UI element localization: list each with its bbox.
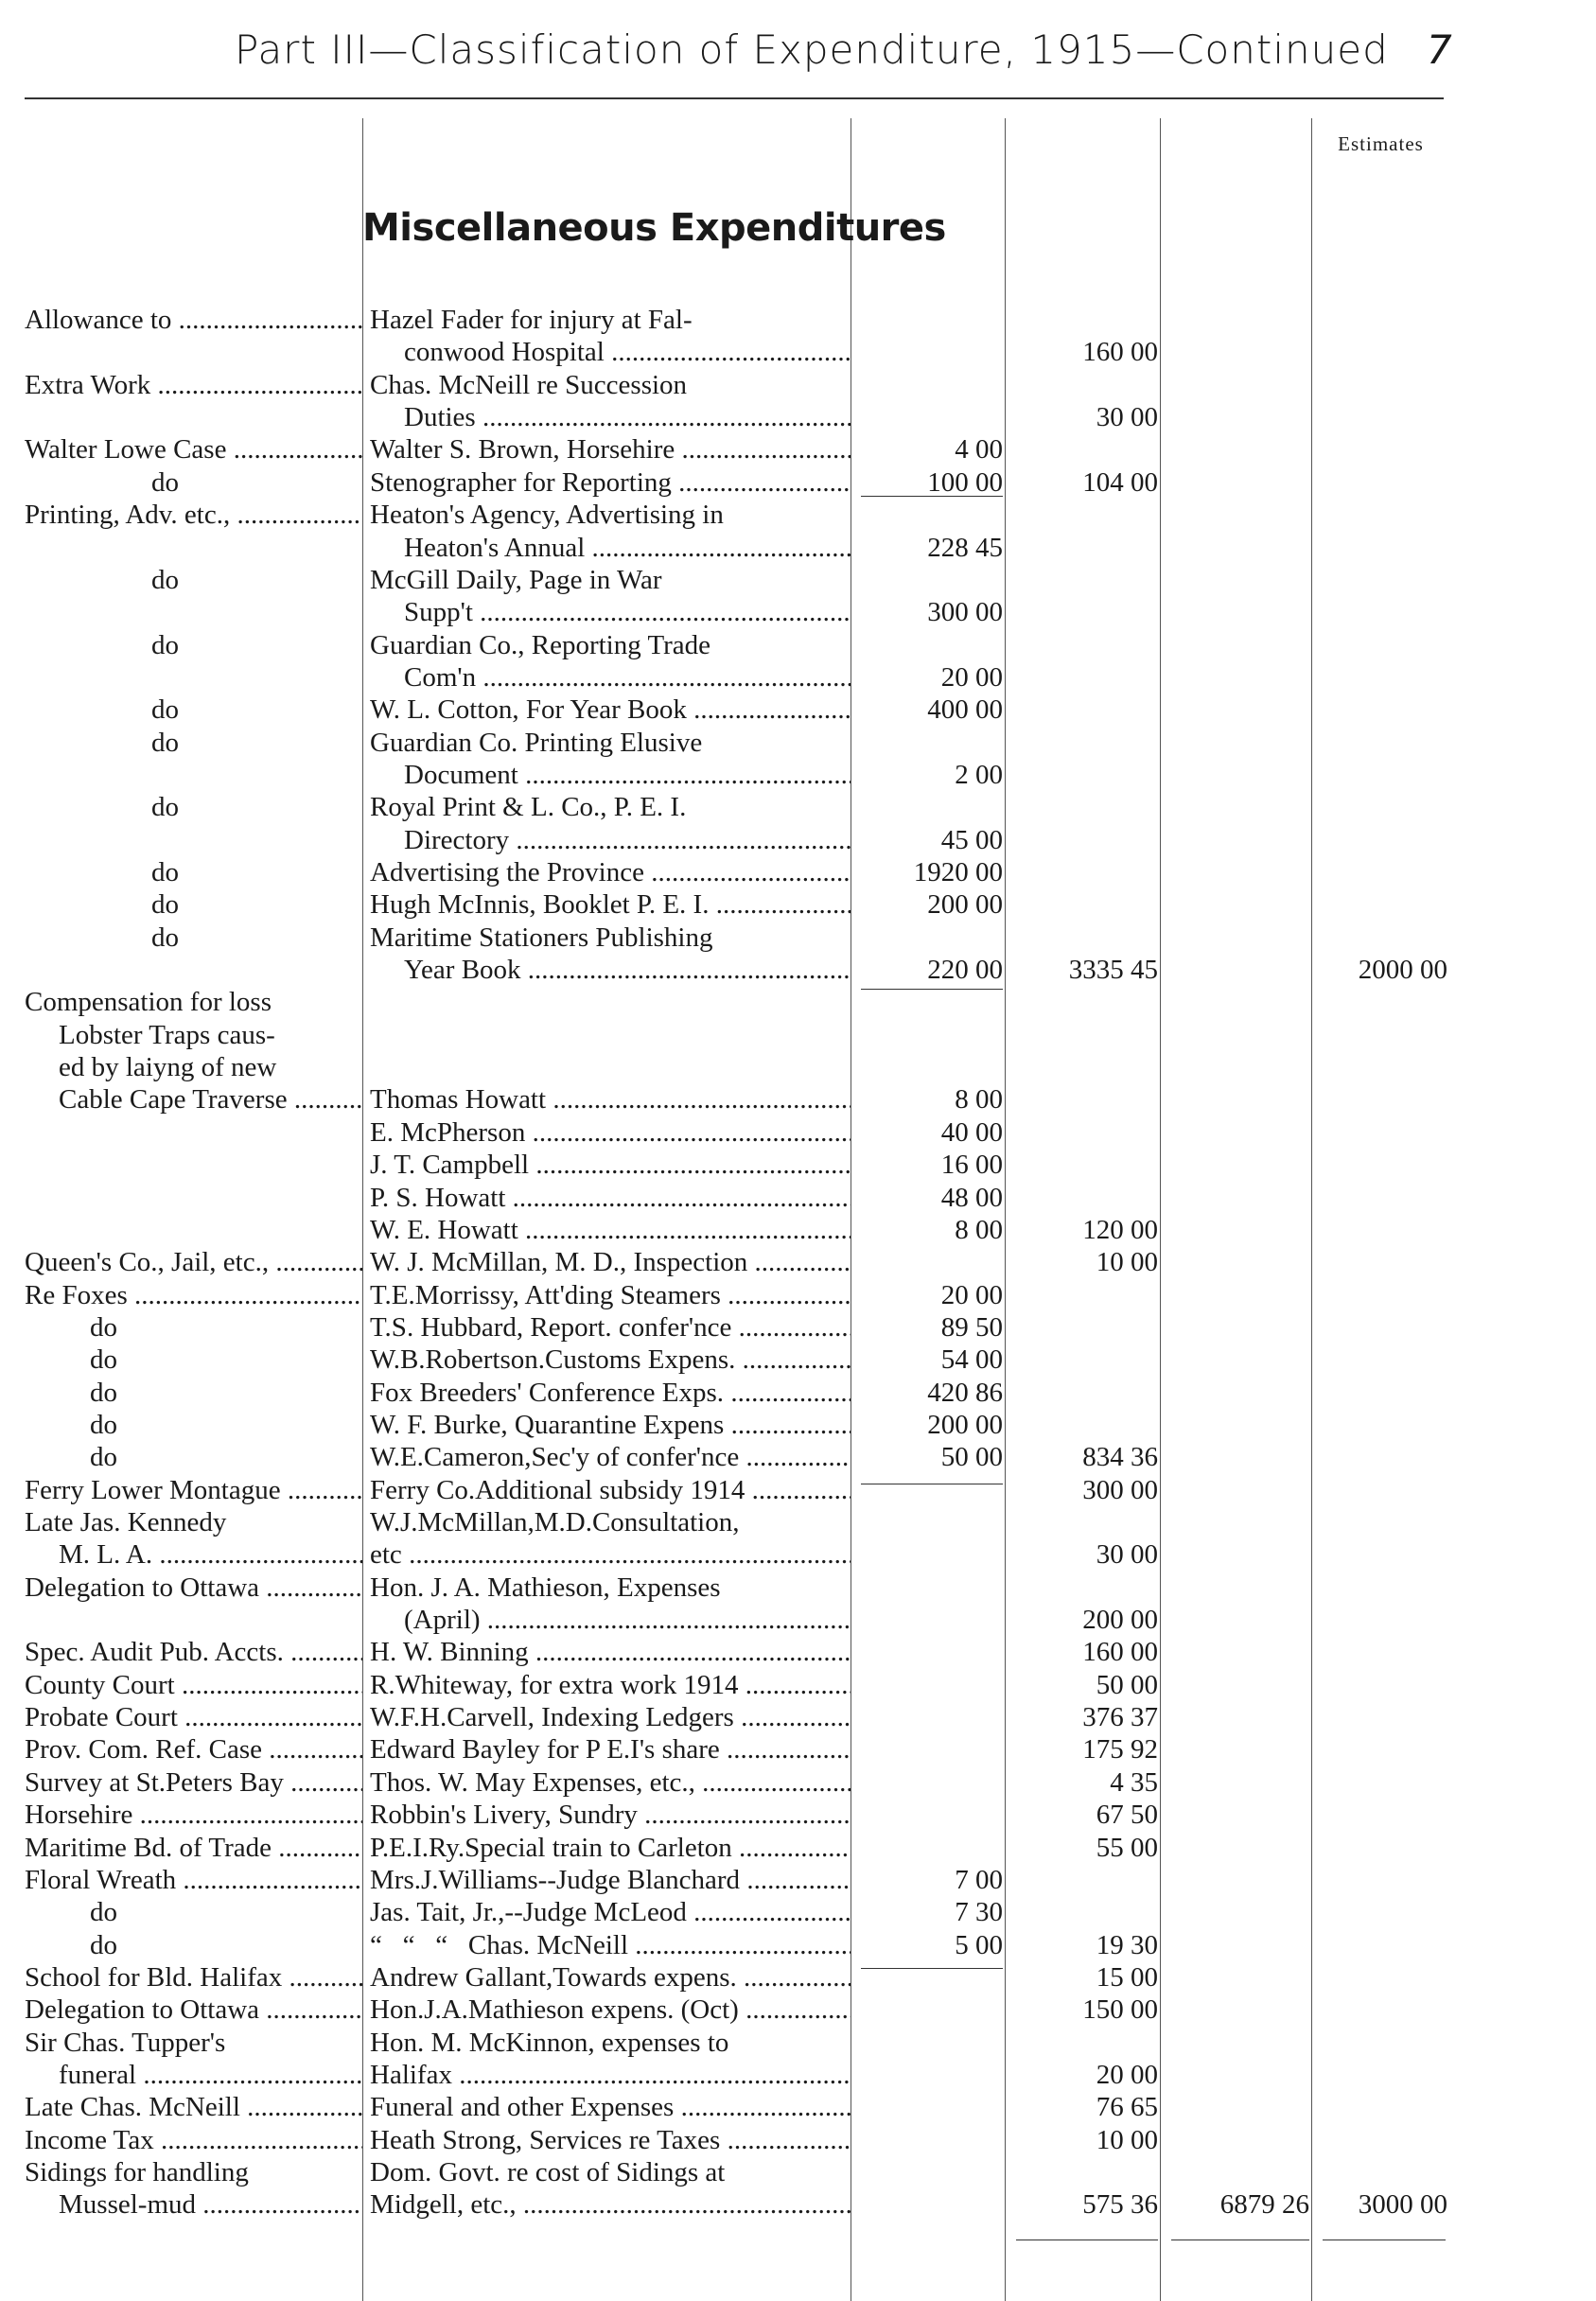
line-description: Directory ..... — [404, 824, 851, 856]
ledger-line — [0, 1669, 1596, 1701]
ledger-line — [0, 1994, 1596, 2026]
line-label: do — [151, 889, 179, 921]
line-description: R.Whiteway, for extra work 1914 ..... — [370, 1669, 851, 1701]
ledger-line — [0, 727, 1596, 759]
line-description: McGill Daily, Page in War — [370, 564, 662, 595]
line-description: Dom. Govt. re cost of Sidings at — [370, 2156, 726, 2187]
ledger-line — [0, 1474, 1596, 1506]
line-description: Thos. W. May Expenses, etc., ..... — [370, 1766, 851, 1799]
item-amount: 20 00 — [940, 661, 1003, 693]
ledger-line — [0, 954, 1596, 986]
line-label: do — [151, 792, 179, 823]
line-description: Guardian Co., Reporting Trade — [370, 629, 711, 660]
item-amount: 228 45 — [927, 532, 1003, 563]
line-description: P.E.I.Ry.Special train to Carleton ..... — [370, 1832, 851, 1864]
ledger-line — [0, 1636, 1596, 1668]
line-description: P. S. Howatt ..... — [370, 1182, 851, 1214]
ledger-line — [0, 1149, 1596, 1181]
line-label: Ferry Lower Montague ..... — [25, 1474, 362, 1506]
subtotal-amount: 4 35 — [1110, 1766, 1158, 1798]
item-amount: 7 00 — [955, 1864, 1003, 1895]
line-label: Printing, Adv. etc., ..... — [25, 499, 362, 531]
line-description: Andrew Gallant,Towards expens. ..... — [370, 1961, 851, 1994]
line-label: Probate Court ..... — [25, 1701, 362, 1733]
ledger-line — [0, 1864, 1596, 1896]
line-label: Prov. Com. Ref. Case ..... — [25, 1733, 362, 1765]
line-description: Hazel Fader for injury at Fal- — [370, 305, 693, 335]
line-description: Hugh McInnis, Booklet P. E. I. ..... — [370, 888, 851, 921]
line-description: etc ..... — [370, 1538, 851, 1571]
line-label: County Court ..... — [25, 1669, 362, 1701]
line-description: Funeral and other Expenses ..... — [370, 2091, 851, 2123]
total-amount: 6879 26 — [1219, 2189, 1309, 2221]
line-label: do — [90, 1409, 117, 1440]
ledger-line — [0, 1929, 1596, 1961]
line-description: Chas. McNeill re Succession — [370, 369, 688, 400]
ledger-line — [0, 1116, 1596, 1149]
line-description: Heaton's Annual ..... — [404, 532, 851, 564]
line-label: Queen's Co., Jail, etc., ..... — [25, 1246, 362, 1278]
subtotal-amount: 160 00 — [1082, 337, 1158, 368]
ledger-line — [0, 596, 1596, 628]
line-description: W. L. Cotton, For Year Book ..... — [370, 694, 851, 726]
ledger-line — [0, 1961, 1596, 1994]
subtotal-amount: 15 00 — [1096, 1961, 1158, 1993]
line-label: do — [151, 727, 179, 758]
line-label: Delegation to Ottawa ..... — [25, 1994, 362, 2026]
item-amount: 20 00 — [940, 1279, 1003, 1310]
item-amount: 5 00 — [955, 1929, 1003, 1960]
line-label: do — [151, 857, 179, 887]
item-amount: 54 00 — [940, 1344, 1003, 1376]
line-description: Hon. J. A. Mathieson, Expenses — [370, 1572, 721, 1603]
line-label: M. L. A. ..... — [59, 1538, 362, 1571]
subtotal-amount: 300 00 — [1082, 1474, 1158, 1505]
ledger-line — [0, 2027, 1596, 2059]
item-amount: 7 30 — [955, 1897, 1003, 1928]
ledger-line — [0, 856, 1596, 888]
line-description: W.J.McMillan,M.D.Consultation, — [370, 1507, 740, 1537]
subtotal-amount: 200 00 — [1082, 1605, 1158, 1635]
line-description: Heath Strong, Services re Taxes ..... — [370, 2124, 851, 2156]
line-description: (April) ..... — [404, 1604, 851, 1636]
line-label: Spec. Audit Pub. Accts. ..... — [25, 1636, 362, 1668]
ledger-line — [0, 1051, 1596, 1083]
line-description: T.E.Morrissy, Att'ding Steamers ..... — [370, 1279, 851, 1311]
line-description: Supp't ..... — [404, 596, 851, 628]
item-amount: 50 00 — [940, 1442, 1003, 1473]
line-description: Hon. M. McKinnon, expenses to — [370, 2027, 729, 2058]
ledger-line — [0, 1441, 1596, 1473]
line-description: J. T. Campbell ..... — [370, 1149, 851, 1181]
line-description: Thomas Howatt ..... — [370, 1083, 851, 1115]
line-label: funeral ..... — [59, 2059, 362, 2091]
item-amount: 16 00 — [940, 1150, 1003, 1181]
ledger-line — [0, 986, 1596, 1018]
subtotal-amount: 160 00 — [1082, 1637, 1158, 1668]
line-label: Sidings for handling — [25, 2156, 249, 2187]
ledger-line — [0, 2059, 1596, 2091]
line-label: do — [90, 1311, 117, 1343]
ledger-line — [0, 1019, 1596, 1051]
header-rule — [25, 97, 1444, 99]
line-label: do — [151, 466, 179, 498]
subtotal-amount: 20 00 — [1096, 2059, 1158, 2090]
ledger-line — [0, 1538, 1596, 1571]
item-amount: 100 00 — [927, 466, 1003, 498]
line-description: Jas. Tait, Jr.,--Judge McLeod ..... — [370, 1896, 851, 1928]
ledger-line — [0, 1083, 1596, 1115]
subtotal-rule — [861, 989, 1003, 990]
ledger-line — [0, 1182, 1596, 1214]
subtotal-amount: 10 00 — [1096, 2124, 1158, 2155]
item-amount: 48 00 — [940, 1182, 1003, 1213]
line-description: Advertising the Province ..... — [370, 856, 851, 888]
line-description: W.F.H.Carvell, Indexing Ledgers ..... — [370, 1701, 851, 1733]
line-label: Late Jas. Kennedy — [25, 1507, 227, 1537]
ledger-line — [0, 694, 1596, 726]
ledger-line — [0, 1311, 1596, 1344]
line-description: Year Book ..... — [404, 954, 851, 986]
ledger-line — [0, 304, 1596, 336]
ledger-line — [0, 532, 1596, 564]
subtotal-amount: 150 00 — [1082, 1994, 1158, 2026]
line-description: W. E. Howatt ..... — [370, 1214, 851, 1246]
ledger-line — [0, 1214, 1596, 1246]
ledger-line — [0, 1832, 1596, 1864]
ledger-line — [0, 2156, 1596, 2188]
item-amount: 89 50 — [940, 1311, 1003, 1343]
ledger-line — [0, 1377, 1596, 1409]
ledger-line — [0, 2124, 1596, 2156]
ledger-line — [0, 629, 1596, 661]
line-description: W.E.Cameron,Sec'y of confer'nce ..... — [370, 1441, 851, 1473]
line-label: Sir Chas. Tupper's — [25, 2027, 226, 2058]
line-description: Guardian Co. Printing Elusive — [370, 727, 703, 758]
line-description: E. McPherson ..... — [370, 1116, 851, 1149]
item-amount: 400 00 — [927, 694, 1003, 726]
line-description: Duties ..... — [404, 401, 851, 433]
line-description: Fox Breeders' Conference Exps. ..... — [370, 1377, 851, 1409]
ledger-line — [0, 1896, 1596, 1928]
ledger-line — [0, 433, 1596, 465]
subtotal-amount: 376 37 — [1082, 1702, 1158, 1732]
line-description: Edward Bayley for P E.I's share ..... — [370, 1733, 851, 1765]
ledger-line — [0, 2091, 1596, 2123]
line-label: School for Bld. Halifax ..... — [25, 1961, 362, 1994]
line-label: do — [90, 1442, 117, 1473]
ledger-line — [0, 401, 1596, 433]
line-label: do — [90, 1897, 117, 1928]
subtotal-amount: 3335 45 — [1068, 955, 1158, 985]
item-amount: 420 86 — [927, 1377, 1003, 1408]
ledger-line — [0, 824, 1596, 856]
line-description: H. W. Binning ..... — [370, 1636, 851, 1668]
subtotal-amount: 10 00 — [1096, 1247, 1158, 1278]
line-description: “ “ “ Chas. McNeill ..... — [370, 1929, 851, 1961]
item-amount: 200 00 — [927, 1409, 1003, 1440]
line-description: Maritime Stationers Publishing — [370, 922, 713, 953]
subtotal-amount: 19 30 — [1096, 1929, 1158, 1960]
line-label: Allowance to ..... — [25, 304, 362, 336]
item-amount: 8 00 — [955, 1084, 1003, 1115]
line-description: Document ..... — [404, 759, 851, 791]
line-label: Late Chas. McNeill ..... — [25, 2091, 362, 2123]
line-label: do — [151, 694, 179, 726]
header-title: Part III—Classification of Expenditure, 1915—Continued — [235, 26, 1389, 73]
item-amount: 220 00 — [927, 955, 1003, 985]
item-amount: 1920 00 — [913, 857, 1003, 887]
ledger-line — [0, 1733, 1596, 1765]
subtotal-amount: 30 00 — [1096, 402, 1158, 433]
line-label: do — [90, 1929, 117, 1960]
line-description: Halifax ..... — [370, 2059, 851, 2091]
line-label: Survey at St.Peters Bay ..... — [25, 1766, 362, 1799]
subtotal-amount: 67 50 — [1096, 1800, 1158, 1831]
ledger-line — [0, 1604, 1596, 1636]
item-amount: 4 00 — [955, 434, 1003, 465]
subtotal-amount: 55 00 — [1096, 1832, 1158, 1863]
line-label: do — [151, 922, 179, 953]
item-amount: 200 00 — [927, 889, 1003, 921]
line-label: Delegation to Ottawa ..... — [25, 1572, 362, 1604]
line-label: Income Tax ..... — [25, 2124, 362, 2156]
line-description: W. J. McMillan, M. D., Inspection ..... — [370, 1246, 851, 1278]
ledger-line — [0, 922, 1596, 954]
line-description: Midgell, etc., ..... — [370, 2188, 851, 2221]
ledger-line — [0, 1506, 1596, 1538]
ledger-line — [0, 2188, 1596, 2221]
ledger-line — [0, 1701, 1596, 1733]
item-amount: 8 00 — [955, 1214, 1003, 1245]
item-amount: 2 00 — [955, 759, 1003, 790]
subtotal-amount: 120 00 — [1082, 1214, 1158, 1245]
line-label: Compensation for loss — [25, 987, 272, 1018]
line-description: conwood Hospital ..... — [404, 336, 851, 368]
line-label: Maritime Bd. of Trade ..... — [25, 1832, 362, 1864]
line-description: T.S. Hubbard, Report. confer'nce ..... — [370, 1311, 851, 1344]
item-amount: 300 00 — [927, 597, 1003, 628]
ledger-line — [0, 661, 1596, 694]
line-description: Robbin's Livery, Sundry ..... — [370, 1799, 851, 1831]
line-label: Cable Cape Traverse ..... — [59, 1083, 362, 1115]
ledger-line — [0, 1279, 1596, 1311]
line-description: Hon.J.A.Mathieson expens. (Oct) ..... — [370, 1994, 851, 2026]
line-label: do — [151, 629, 179, 660]
ledger-line — [0, 369, 1596, 401]
subtotal-amount: 575 36 — [1082, 2189, 1158, 2221]
subtotal-amount: 30 00 — [1096, 1539, 1158, 1571]
subtotal-amount: 50 00 — [1096, 1669, 1158, 1700]
subtotal-amount: 834 36 — [1082, 1442, 1158, 1473]
ledger-line — [0, 1344, 1596, 1376]
line-label: Re Foxes ..... — [25, 1279, 362, 1311]
subtotal-amount: 76 65 — [1096, 2092, 1158, 2123]
section-title: Miscellaneous Expenditures — [362, 206, 946, 250]
line-description: Com'n ..... — [404, 661, 851, 694]
line-label: do — [151, 564, 179, 595]
subtotal-rule — [861, 1968, 1003, 1969]
line-label: do — [90, 1344, 117, 1376]
line-label: Floral Wreath ..... — [25, 1864, 362, 1896]
line-description: Ferry Co.Additional subsidy 1914 ..... — [370, 1474, 851, 1506]
line-label: Horsehire ..... — [25, 1799, 362, 1831]
line-description: Stenographer for Reporting ..... — [370, 466, 851, 499]
ledger-line — [0, 1246, 1596, 1278]
subtotal-amount: 175 92 — [1082, 1734, 1158, 1765]
item-amount: 40 00 — [940, 1116, 1003, 1148]
ledger-line — [0, 1409, 1596, 1441]
ledger-line — [0, 564, 1596, 596]
ledger-line — [0, 336, 1596, 368]
line-label: ed by laiyng of new — [59, 1052, 277, 1083]
page-number: 7 — [1427, 26, 1453, 73]
line-label: Walter Lowe Case ..... — [25, 433, 362, 465]
ledger-line — [0, 1766, 1596, 1799]
line-description: Heaton's Agency, Advertising in — [370, 500, 724, 531]
line-description: Royal Print & L. Co., P. E. I. — [370, 792, 687, 823]
line-label: Extra Work ..... — [25, 369, 362, 401]
ledger-line — [0, 888, 1596, 921]
estimate-amount: 2000 00 — [1358, 955, 1447, 985]
ledger-line — [0, 759, 1596, 791]
line-description: W.B.Robertson.Customs Expens. ..... — [370, 1344, 851, 1376]
line-label: Mussel-mud ..... — [59, 2188, 362, 2221]
line-label: Lobster Traps caus- — [59, 1019, 275, 1050]
estimate-amount: 3000 00 — [1358, 2189, 1447, 2221]
line-description: W. F. Burke, Quarantine Expens ..... — [370, 1409, 851, 1441]
ledger-line — [0, 499, 1596, 531]
estimates-column-label: Estimates — [1338, 132, 1424, 155]
item-amount: 45 00 — [940, 824, 1003, 855]
subtotal-rule — [861, 496, 1003, 497]
ledger-line — [0, 791, 1596, 823]
subtotal-amount: 104 00 — [1082, 466, 1158, 498]
ledger-line — [0, 1799, 1596, 1831]
line-description: Walter S. Brown, Horsehire ..... — [370, 433, 851, 465]
line-description: Mrs.J.Williams--Judge Blanchard ..... — [370, 1864, 851, 1896]
ledger-line — [0, 466, 1596, 499]
ledger-line — [0, 1572, 1596, 1604]
line-label: do — [90, 1377, 117, 1408]
